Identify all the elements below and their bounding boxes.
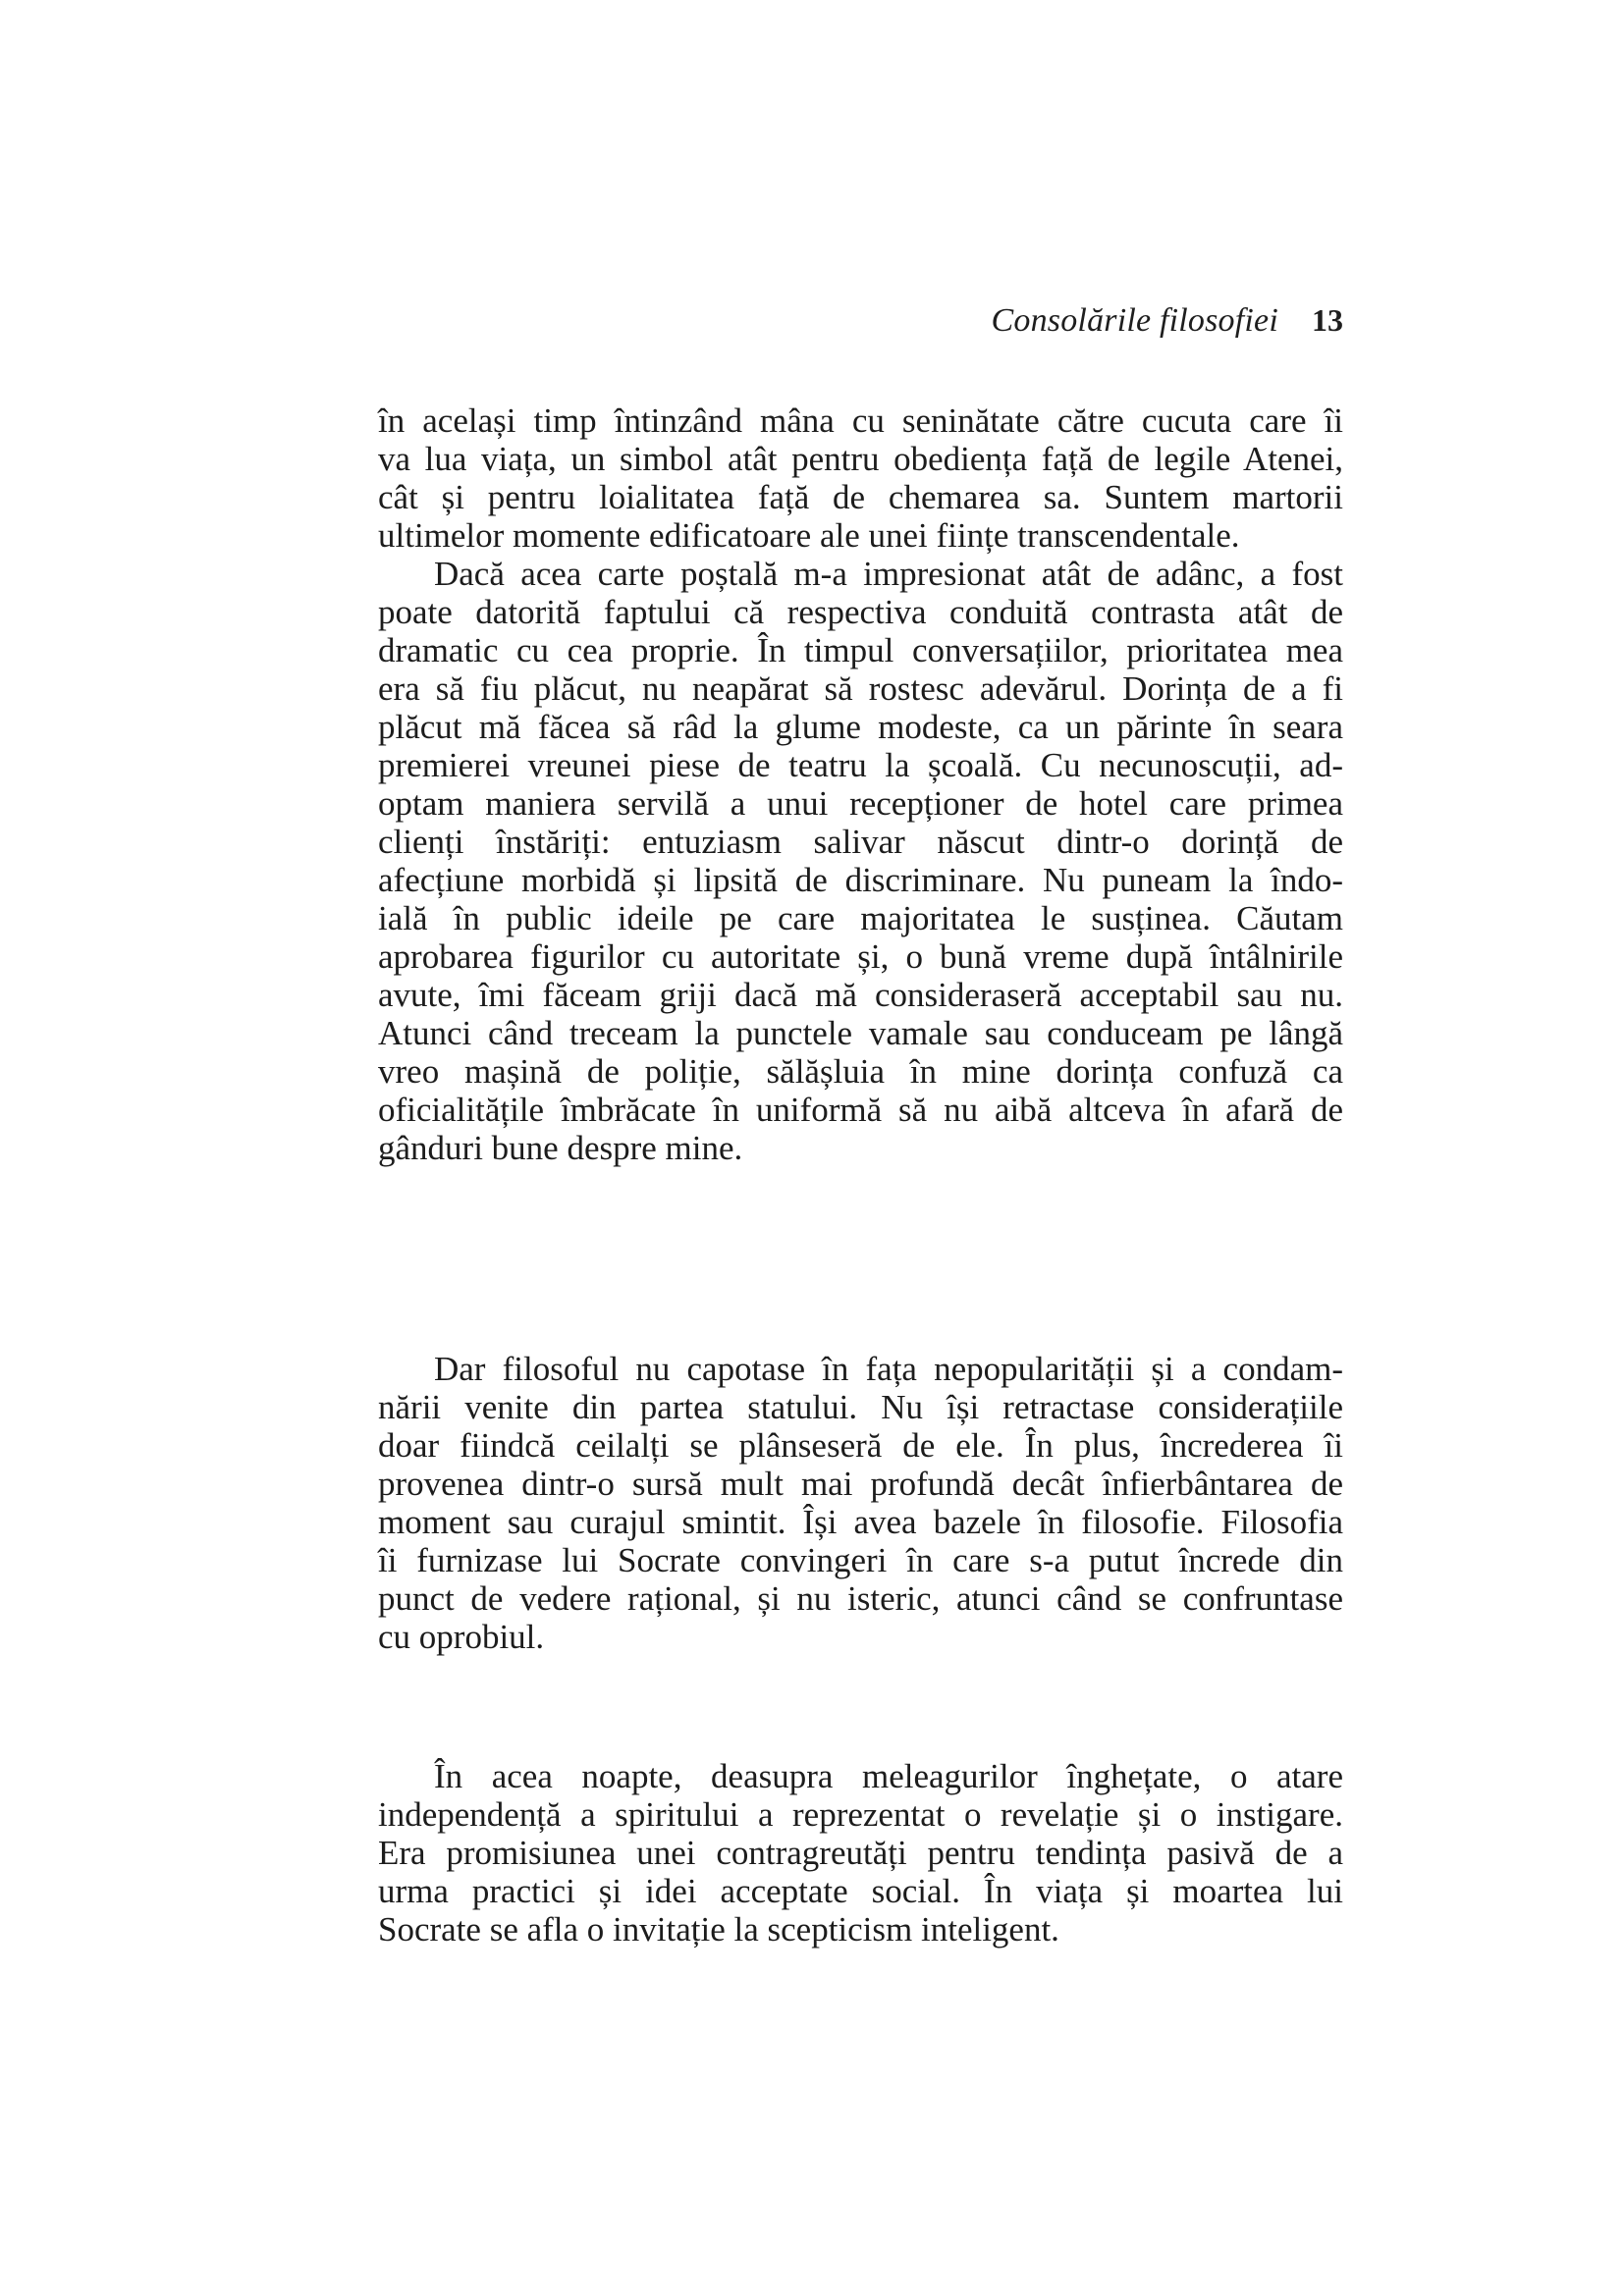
running-title: Consolările filosofiei bbox=[991, 302, 1278, 339]
text-line: Dar filosoful nu capotase în fața nepopularității și a condam- bbox=[434, 1350, 1343, 1388]
text-line: Atunci când treceam la punctele vamale sau conduceam pe lângă bbox=[378, 1014, 1343, 1052]
text-line: independență a spiritului a reprezentat o revelație și o instigare. bbox=[378, 1795, 1343, 1834]
paragraph-3 bbox=[378, 1350, 1343, 1656]
text-line: Socrate se afla o invitație la scepticism inteligent. bbox=[378, 1910, 1059, 1949]
text-line: clienți înstăriți: entuziasm salivar născut dintr-o dorință de bbox=[378, 823, 1343, 861]
paragraph-2 bbox=[378, 555, 1343, 1167]
text-line: aprobarea figurilor cu autoritate și, o bună vreme după întâlnirile bbox=[378, 937, 1343, 976]
text-line: punct de vedere rațional, și nu isteric, atunci când se confruntase bbox=[378, 1579, 1343, 1618]
paragraph-4 bbox=[378, 1757, 1343, 1949]
text-line: era să fiu plăcut, nu neapărat să rostesc adevărul. Dorința de a fi bbox=[378, 669, 1343, 708]
text-line: îi furnizase lui Socrate convingeri în care s-a putut încrede din bbox=[378, 1541, 1343, 1579]
text-line: premierei vreunei piese de teatru la școală. Cu necunoscuții, ad- bbox=[378, 746, 1343, 784]
running-header bbox=[884, 302, 1343, 351]
text-line: afecțiune morbidă și lipsită de discriminare. Nu puneam la îndo- bbox=[378, 861, 1343, 899]
text-line: cu oprobiul. bbox=[378, 1618, 545, 1656]
text-line: va lua viața, un simbol atât pentru obediența față de legile Atenei, bbox=[378, 440, 1343, 478]
text-line: dramatic cu cea proprie. În timpul conversațiilor, prioritatea mea bbox=[378, 631, 1343, 669]
text-line: Dacă acea carte poștală m-a impresionat atât de adânc, a fost bbox=[434, 555, 1343, 593]
paragraph-1 bbox=[378, 401, 1343, 555]
text-line: Era promisiunea unei contragreutăți pentru tendința pasivă de a bbox=[378, 1834, 1343, 1872]
text-line: doar fiindcă ceilalți se plânseseră de ele. În plus, încrederea îi bbox=[378, 1426, 1343, 1465]
text-line: gânduri bune despre mine. bbox=[378, 1129, 743, 1167]
text-line: oficialitățile îmbrăcate în uniformă să nu aibă altceva în afară de bbox=[378, 1091, 1343, 1129]
text-line: plăcut mă făcea să râd la glume modeste, ca un părinte în seara bbox=[378, 708, 1343, 746]
text-line: ială în public ideile pe care majoritatea le susținea. Căutam bbox=[378, 899, 1343, 937]
text-line: moment sau curajul smintit. Își avea bazele în filosofie. Filosofia bbox=[378, 1503, 1343, 1541]
text-line: nării venite din partea statului. Nu își retractase considerațiile bbox=[378, 1388, 1343, 1426]
text-line: avute, îmi făceam griji dacă mă consideraseră acceptabil sau nu. bbox=[378, 976, 1343, 1014]
page-number: 13 bbox=[1312, 302, 1343, 338]
text-line: optam maniera servilă a unui recepționer de hotel care primea bbox=[378, 784, 1343, 823]
text-line: provenea dintr-o sursă mult mai profundă decât înfierbântarea de bbox=[378, 1465, 1343, 1503]
text-line: urma practici și idei acceptate social. În viața și moartea lui bbox=[378, 1872, 1343, 1910]
text-line: vreo mașină de poliție, sălășluia în mine dorința confuză ca bbox=[378, 1052, 1343, 1091]
text-line: poate datorită faptului că respectiva conduită contrasta atât de bbox=[378, 593, 1343, 631]
text-line: ultimelor momente edificatoare ale unei ființe transcendentale. bbox=[378, 516, 1240, 555]
text-line: În acea noapte, deasupra meleagurilor înghețate, o atare bbox=[434, 1757, 1343, 1795]
text-line: în același timp întinzând mâna cu seninătate către cucuta care îi bbox=[378, 401, 1343, 440]
text-line: cât și pentru loialitatea față de chemarea sa. Suntem martorii bbox=[378, 478, 1343, 516]
